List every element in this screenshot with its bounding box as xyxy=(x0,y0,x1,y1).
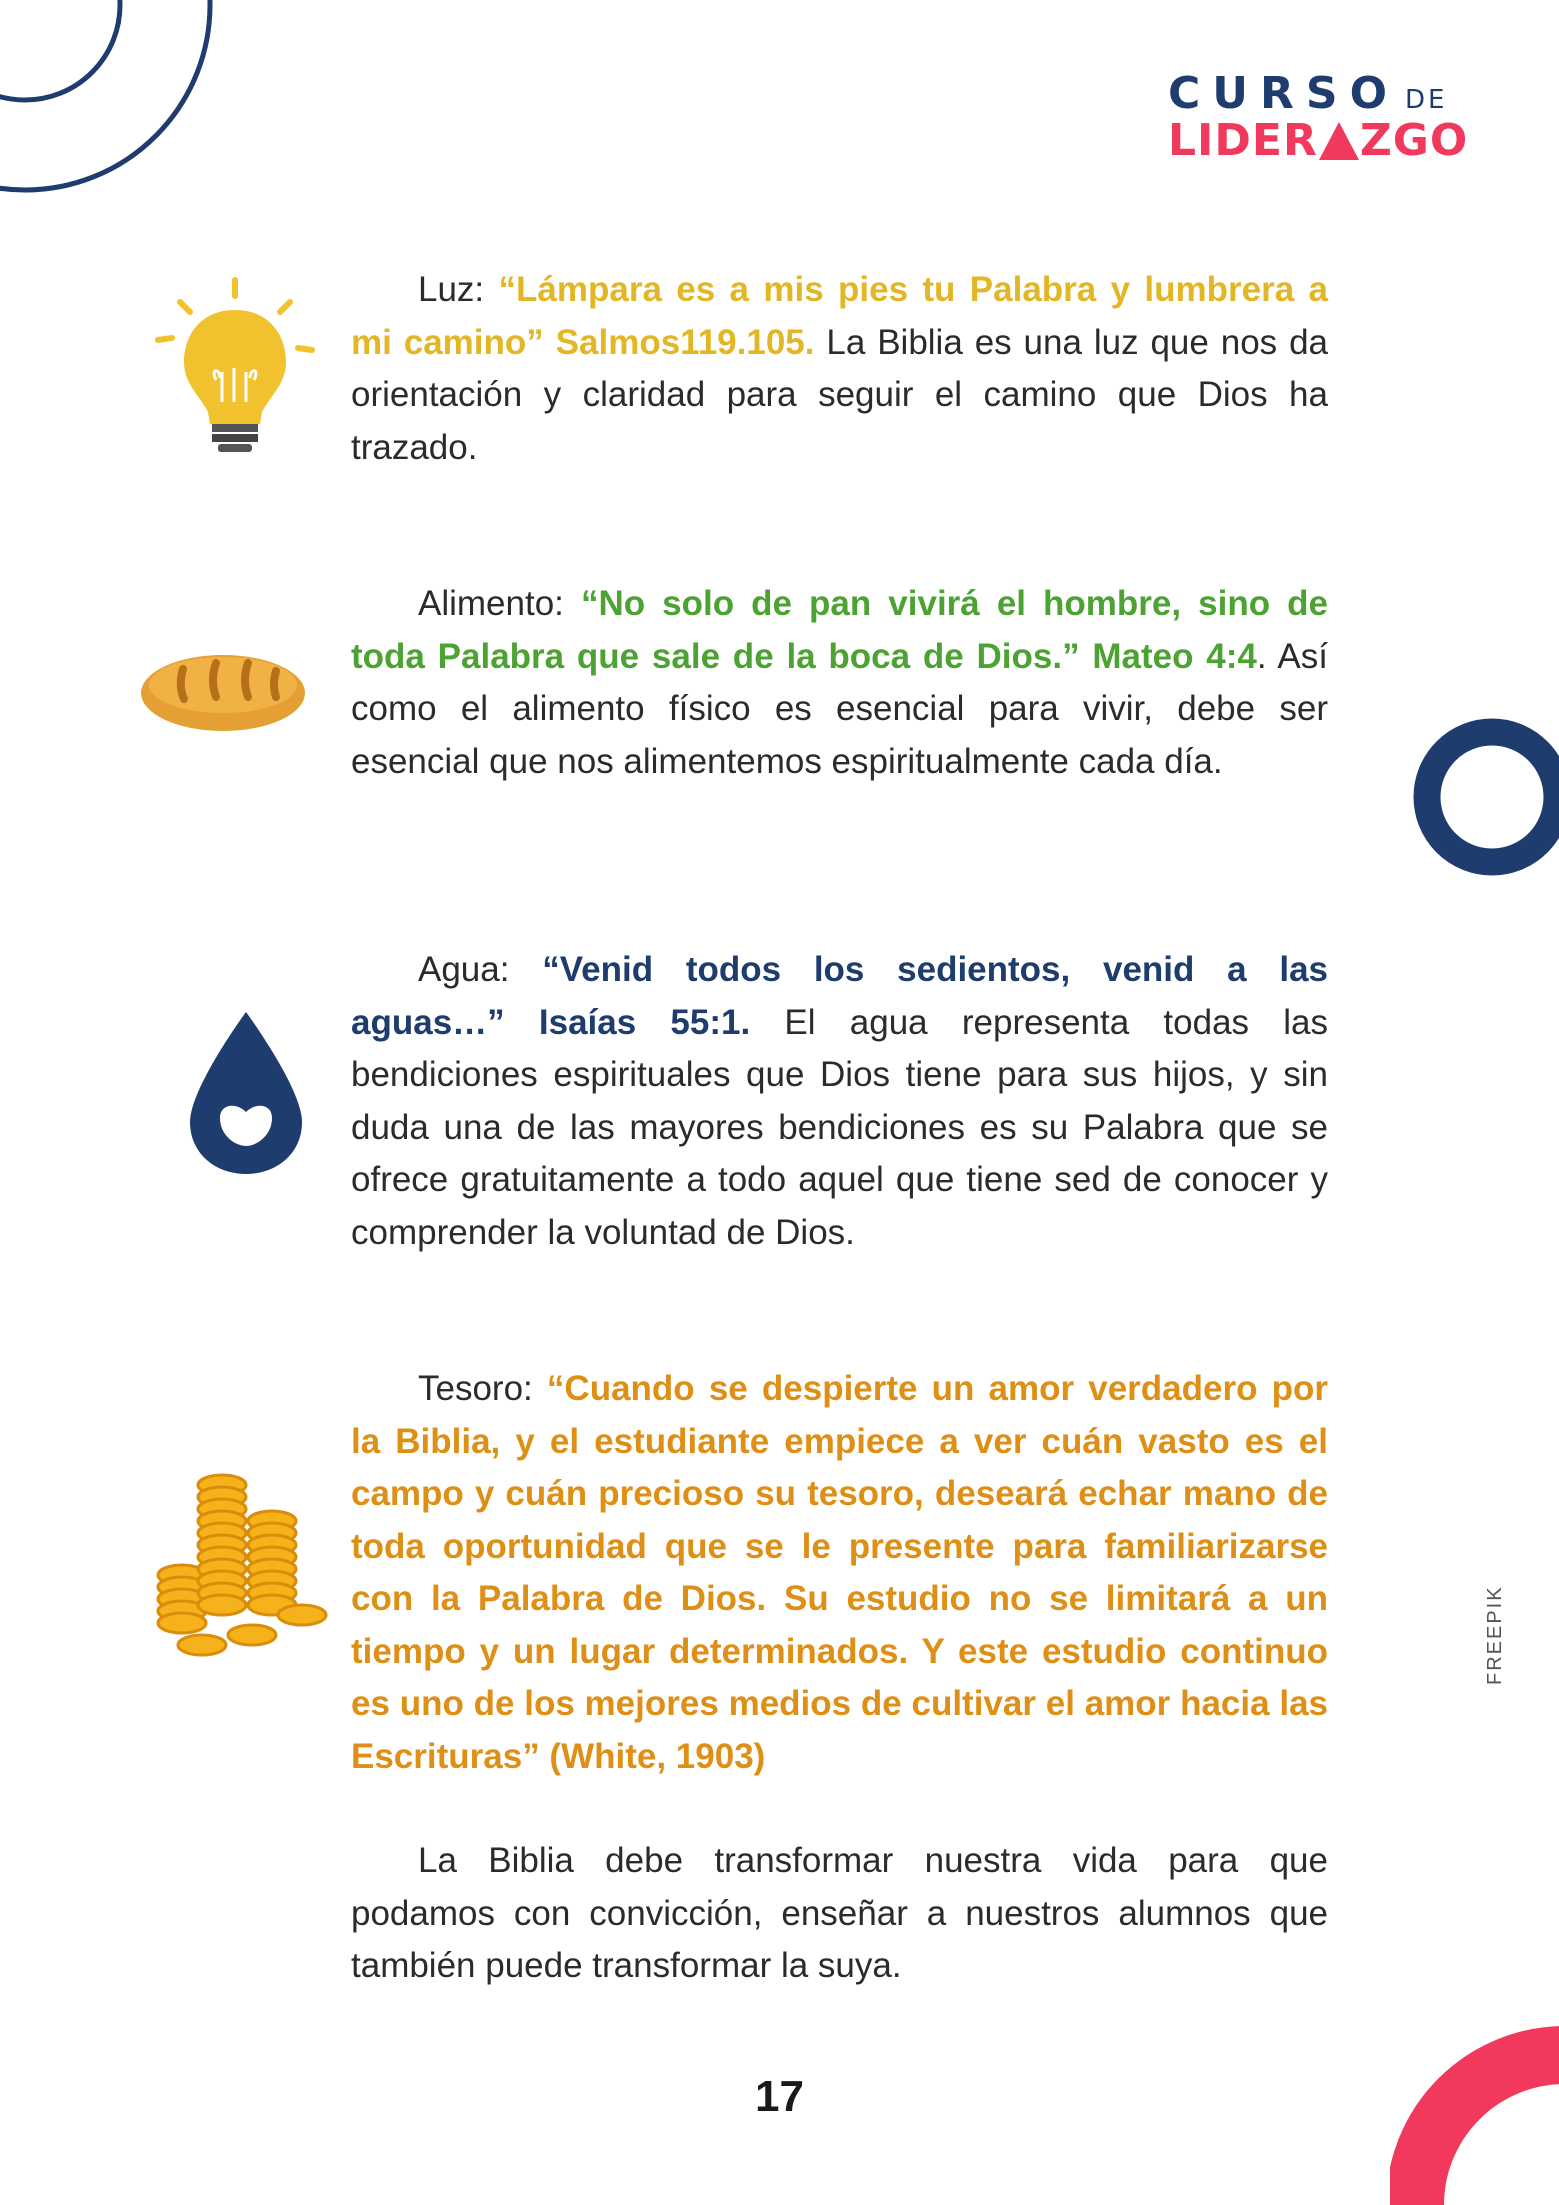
bread-icon xyxy=(138,645,308,735)
quote-tesoro: “Cuando se despierte un amor verdadero por la Biblia, y el estudiante empiece a ver cuán vasto es el campo y cuán precioso su tesoro, deseará echar mano de toda oportunidad que se le presente para familiarizarse con la Palabra de Dios. Su estudio no se limitará a un tiempo y un lugar determinados. Y este estudio continuo es uno de los mejores medios de cultivar el amor hacia las Escrituras” (White, 1903) xyxy=(351,1369,1329,1776)
section-luz xyxy=(351,264,1328,474)
coins-icon xyxy=(142,1465,332,1665)
logo-curso: CURSO xyxy=(1168,68,1399,119)
lightbulb-icon xyxy=(150,272,320,462)
logo-triangle-icon xyxy=(1319,122,1359,160)
logo-zgo: ZGO xyxy=(1359,115,1469,166)
course-logo xyxy=(1168,68,1468,166)
label-alimento: Alimento: xyxy=(418,584,581,623)
freepik-credit: FREEPIK xyxy=(1484,1585,1506,1685)
quote-luz: “Lámpara es a mis pies tu Palabra y lumbrera a mi camino” Salmos119.105. xyxy=(351,270,1328,362)
text-alimento: . Así como el alimento físico es esencial para vivir, debe ser esencial que nos alimentemos espiritualmente cada día. xyxy=(351,636,1328,781)
label-agua: Agua: xyxy=(418,950,543,989)
quote-alimento: “No solo de pan vivirá el hombre, sino de toda Palabra que sale de la boca de Dios.” Mateo 4:4 xyxy=(351,584,1329,676)
label-tesoro: Tesoro: xyxy=(418,1369,547,1408)
right-ring-decoration xyxy=(1410,715,1559,880)
paragraph-tesoro xyxy=(351,1363,1328,1783)
section-closing xyxy=(351,1835,1328,1993)
text-agua: El agua representa todas las bendiciones espirituales que Dios tiene para sus hijos, y sin duda una de las mayores bendiciones es su Palabra que se ofrece gratuitamente a todo aquel que tiene sed de conocer y comprender la voluntad de Dios. xyxy=(351,1002,1328,1252)
page-number: 17 xyxy=(755,2072,804,2121)
text-luz: La Biblia es una luz que nos da orientación y claridad para seguir el camino que Dios ha trazado. xyxy=(351,322,1329,467)
paragraph-alimento xyxy=(351,578,1328,788)
logo-de: DE xyxy=(1405,85,1448,115)
section-tesoro xyxy=(351,1363,1328,1783)
paragraph-agua xyxy=(351,944,1328,1259)
logo-lider: LIDER xyxy=(1168,115,1318,166)
paragraph-closing: La Biblia debe transformar nuestra vida para que podamos con convicción, enseñar a nuestros alumnos que también puede transformar la suya. xyxy=(351,1841,1328,1985)
water-drop-icon xyxy=(186,1008,306,1178)
paragraph-luz xyxy=(351,264,1328,474)
label-luz: Luz: xyxy=(418,270,499,309)
section-agua xyxy=(351,944,1328,1259)
section-alimento xyxy=(351,578,1328,788)
quote-agua: “Venid todos los sedientos, venid a las aguas…” Isaías 55:1. xyxy=(351,950,1328,1042)
top-left-circle-decoration xyxy=(0,0,230,200)
